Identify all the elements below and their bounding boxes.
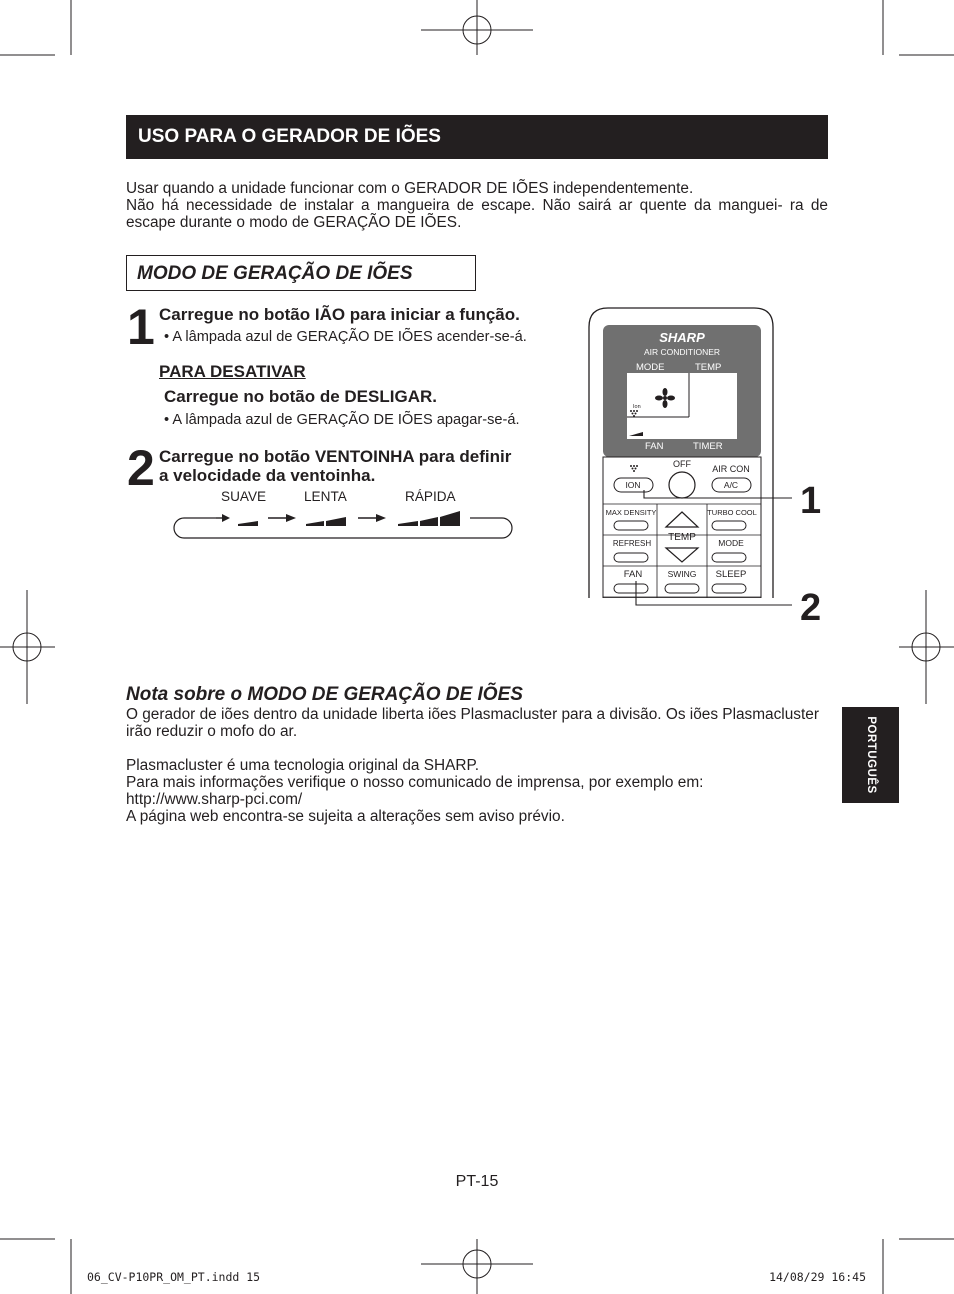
callout-2: 2 (800, 587, 822, 629)
remote-btn-refresh-label: REFRESH (612, 539, 652, 548)
intro-text (126, 180, 828, 231)
note-url[interactable]: http://www.sharp-pci.com/ (126, 791, 303, 808)
slug-filename: 06_CV-P10PR_OM_PT.indd 15 (87, 1270, 261, 1284)
remote-display-fan: FAN (645, 441, 664, 452)
note-body (126, 706, 828, 825)
note-p2-line-4: A página web encontra-se sujeita a alterações sem aviso prévio. (126, 808, 565, 825)
callout-lines (600, 470, 800, 610)
page-number: PT-15 (455, 1173, 499, 1190)
language-tab (842, 707, 899, 803)
step-2-number: 2 (127, 440, 155, 496)
speed-label-lenta: LENTA (304, 489, 347, 504)
callout-1: 1 (800, 480, 822, 522)
remote-btn-ion-label: ION (625, 480, 641, 490)
speed-label-rapida: RÁPIDA (405, 489, 456, 504)
deactivate-title: Carregue no botão de DESLIGAR. (164, 387, 437, 406)
deactivate-heading: PARA DESATIVAR (159, 362, 306, 381)
remote-display-timer: TIMER (693, 441, 723, 452)
intro-line-1: Usar quando a unidade funcionar com o GERADOR DE IÕES independentemente. (126, 180, 694, 197)
remote-display-temp: TEMP (695, 362, 722, 373)
remote-btn-sleep-label: SLEEP (715, 569, 747, 580)
speed-label-suave: SUAVE (221, 489, 267, 504)
note-p2-line-1: Plasmacluster é uma tecnologia original da SHARP. (126, 757, 480, 774)
remote-btn-aircon-label: AIR CON (712, 464, 750, 474)
note-p2-line-2: Para mais informações verifique o nosso comunicado de imprensa, por exemplo em: (126, 774, 704, 791)
slug-timestamp: 14/08/29 16:45 (769, 1270, 866, 1284)
deactivate-bullet: • A lâmpada azul de GERAÇÃO DE IÕES apagar-se-á. (164, 412, 520, 428)
step-1-bullet: • A lâmpada azul de GERAÇÃO DE IÕES acender-se-á. (164, 329, 527, 345)
remote-btn-temp-label: TEMP (668, 532, 696, 543)
remote-display-ion: Ion (633, 404, 641, 410)
remote-btn-turbo-cool-label: TURBO COOL (707, 508, 757, 517)
step-1-number: 1 (127, 299, 155, 355)
step-1-title: Carregue no botão IÃO para iniciar a função. (159, 305, 520, 324)
step-2-title-1: Carregue no botão VENTOINHA para definir (159, 447, 512, 466)
step-2-title-2: a velocidade da ventoinha. (159, 466, 376, 485)
remote-btn-off-label: OFF (673, 459, 691, 469)
remote-btn-swing-label: SWING (667, 569, 697, 579)
note-paragraph-2 (126, 757, 828, 825)
remote-brand: SHARP (659, 330, 705, 345)
remote-subtitle: AIR CONDITIONER (643, 347, 721, 357)
mode-heading: MODO DE GERAÇÃO DE IÕES (126, 255, 476, 291)
remote-btn-max-density-label: MAX DENSITY (605, 508, 657, 517)
remote-btn-mode-label: MODE (718, 538, 744, 548)
language-tab-label: PORTUGUÊS (864, 716, 877, 794)
remote-btn-ac-label: A/C (723, 480, 739, 490)
note-title: Nota sobre o MODO DE GERAÇÃO DE IÕES (126, 684, 523, 705)
fan-speed-diagram (170, 505, 516, 541)
remote-display-mode: MODE (636, 362, 665, 373)
section-title: USO PARA O GERADOR DE IÕES (126, 115, 828, 159)
remote-btn-fan-label: FAN (623, 569, 643, 580)
intro-line-2: Não há necessidade de instalar a mangueira de escape. Não sairá ar quente da manguei- ra de escape durante o modo de GERAÇÃO DE IÕES. (126, 197, 828, 231)
note-paragraph-1: O gerador de iões dentro da unidade liberta iões Plasmacluster para a divisão. Os iões Plasmacluster irão reduzir o mofo do ar. (126, 706, 819, 740)
